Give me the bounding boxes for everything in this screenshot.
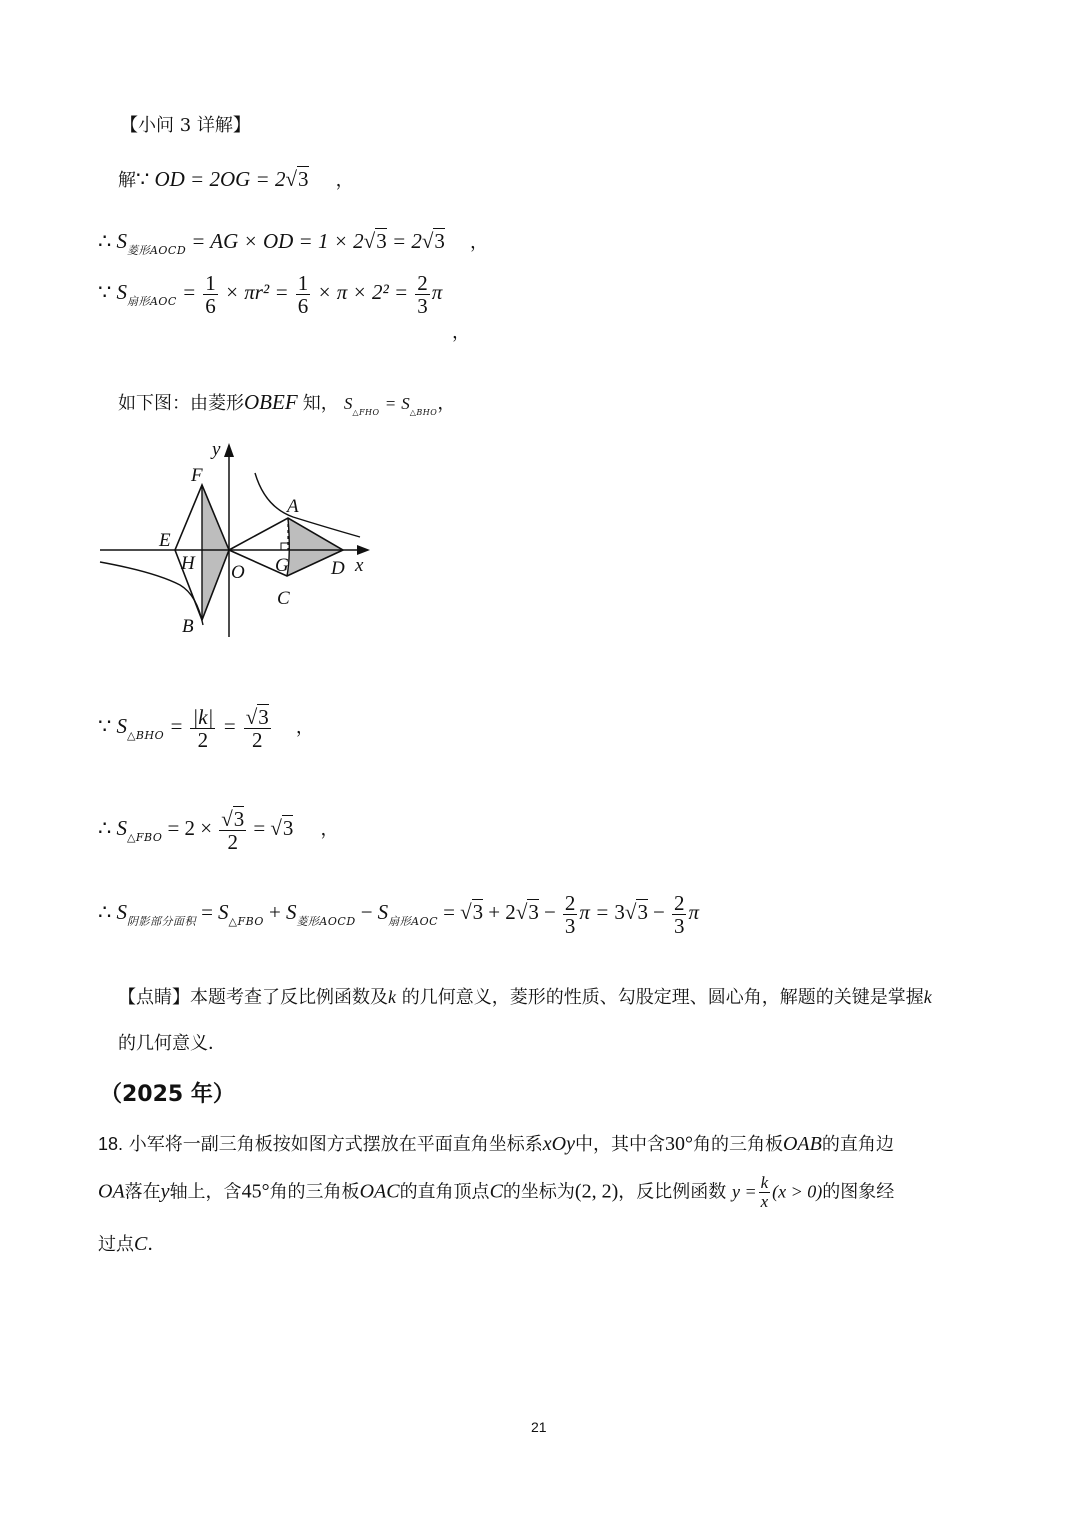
- label-c: C: [277, 588, 290, 609]
- fraction-2-3: $\frac{2}{3}$: [564, 891, 576, 938]
- comment-line-2: 的几何意义．: [118, 1033, 226, 1054]
- label-o: O: [231, 562, 245, 583]
- comma: ，: [295, 717, 314, 738]
- coordinate-c: (2, 2): [574, 1180, 619, 1203]
- sqrt-3: 3: [376, 229, 387, 253]
- solution-line-5: [98, 706, 314, 751]
- problem-text: 小军将一副三角板按如图方式摆放在平面直角坐标系: [128, 1134, 543, 1155]
- od-expression: OD = 2OG = 2: [154, 167, 286, 191]
- year-heading: （2025 年）: [100, 1082, 235, 1107]
- side-oa: OA: [98, 1180, 125, 1203]
- problem-text: 轴上，含: [169, 1181, 242, 1203]
- problem-text: 角的三角板: [692, 1134, 783, 1155]
- problem-text: 的直角顶点: [399, 1181, 490, 1203]
- problem-text: 的坐标为: [502, 1181, 575, 1203]
- area-symbol: S: [116, 714, 127, 738]
- because-symbol: ∵: [98, 280, 112, 304]
- area-subscript: △BHO: [409, 408, 438, 417]
- equals: =: [253, 816, 266, 840]
- solution-line-6: ∴ $S_{\triangle FBO} = 2$ × $\frac{√3}{2}$ = √3 ，: [98, 807, 339, 854]
- area-subscript: 阴影部分面积: [126, 915, 196, 928]
- plus: +: [269, 900, 281, 924]
- rhombus-area-expression: = AG × OD = 1 × 2: [191, 229, 364, 253]
- y-axis-arrow: [224, 443, 234, 457]
- comma: ，: [452, 322, 470, 343]
- sqrt-3: 3: [434, 229, 445, 253]
- sector-formula: × πr² =: [224, 280, 289, 304]
- comment-line-1: [118, 983, 932, 1009]
- y-variable: y: [160, 1180, 170, 1203]
- sqrt-3: 3: [528, 900, 539, 924]
- area-subscript: △FBO: [228, 915, 264, 928]
- area-subscript: 菱形AOCD: [126, 244, 187, 257]
- k-variable: k: [923, 987, 932, 1007]
- fraction-1-6: $\frac{1}{6}$: [297, 271, 309, 318]
- angle-45: 45°: [241, 1180, 270, 1203]
- triangle-oac: OAC: [359, 1180, 400, 1203]
- section-title: 【小问 3 详解】: [120, 115, 251, 136]
- sqrt-3: 3: [282, 816, 294, 840]
- area-symbol: S: [401, 394, 410, 413]
- problem-text: 的直角边: [821, 1134, 894, 1155]
- angle-30: 30°: [664, 1133, 693, 1155]
- point-c: C: [489, 1180, 503, 1203]
- pi-equals: π =: [579, 900, 610, 924]
- problem-number: 18.: [98, 1134, 124, 1154]
- label-y: y: [212, 439, 221, 460]
- geometry-figure: [95, 435, 385, 645]
- sqrt-3: 3: [472, 900, 484, 924]
- x-axis-arrow: [357, 545, 370, 555]
- area-subscript: 扇形AOC: [388, 915, 439, 928]
- k-variable: k: [388, 987, 396, 1007]
- intro-text: 如下图：由菱形: [118, 393, 244, 414]
- area-symbol: S: [116, 229, 127, 253]
- area-symbol: S: [285, 900, 297, 924]
- area-symbol: S: [218, 900, 229, 924]
- because-symbol: ∵: [136, 167, 150, 191]
- fraction-k-x: $\frac{k}{x}$: [760, 1173, 769, 1211]
- function-lhs: y =: [731, 1181, 757, 1202]
- area-symbol: S: [377, 900, 389, 924]
- comma: ，: [469, 232, 488, 253]
- area-subscript: △FBO: [126, 831, 163, 844]
- equals: =: [181, 280, 197, 304]
- problem-line-1: [98, 1130, 894, 1156]
- problem-text: 中，其中含: [574, 1134, 665, 1155]
- equals: =: [443, 900, 455, 924]
- fraction-2-3: $\frac{2}{3}$: [417, 271, 428, 318]
- right-angle-mark: [281, 543, 288, 550]
- comma: ，: [335, 170, 354, 191]
- area-subscript: 菱形AOCD: [296, 915, 356, 928]
- fraction-sqrt3-2: $\frac{√3}{2}$: [221, 807, 245, 854]
- fraction-sqrt3-2: $\frac{√3}{2}$: [245, 705, 269, 752]
- pi: π: [431, 280, 443, 304]
- label-x: x: [355, 555, 364, 576]
- problem-text: ，反比例函数: [618, 1181, 727, 1203]
- problem-text: ．: [147, 1234, 166, 1255]
- equals-two: = 2: [386, 229, 422, 253]
- area-symbol: S: [343, 394, 353, 413]
- solution-line-7: ∴ $S_{阴影部分面积} = S_{\triangle FBO} + S_{菱形AOCD} - S_{扇形AOC} = √3 + 2√3$ − $\frac{2}{3}$ π = 3√3 − $\frac{2}{3}$ π: [98, 891, 700, 938]
- sector-substitution: × π × 2² =: [317, 280, 409, 304]
- comment-text: 本题考查了反比例函数及: [190, 987, 388, 1008]
- problem-text: 的图象经: [822, 1181, 895, 1203]
- label-d: D: [331, 558, 345, 579]
- solution-line-1: 解∵ OD = 2OG = 2√3 ，: [118, 167, 354, 191]
- problem-text: 过点: [98, 1234, 134, 1255]
- pi: π: [688, 900, 700, 924]
- fraction-1-6: $\frac{1}{6}$: [205, 271, 216, 318]
- coordinate-system: xOy: [542, 1133, 575, 1155]
- because-symbol: ∵: [98, 714, 112, 738]
- problem-text: 角的三角板: [269, 1181, 360, 1203]
- fraction-2-3: $\frac{2}{3}$: [673, 891, 685, 938]
- rhombus-name: OBEF: [244, 390, 298, 414]
- comma: ，: [437, 393, 456, 414]
- solution-line-2: ∴ $S_{菱形AOCD}$ = AG × OD = 1 × 2√3 = 2√3 ，: [98, 229, 488, 257]
- coefficient-three: 3: [614, 900, 625, 924]
- function-domain: (x > 0): [772, 1181, 823, 1202]
- area-subscript: 扇形AOC: [126, 295, 177, 308]
- comment-label: 【点睛】: [118, 987, 190, 1008]
- area-symbol: S: [116, 900, 127, 924]
- area-subscript: △BHO: [126, 729, 165, 742]
- page-number: 21: [531, 1419, 547, 1435]
- problem-line-2: [98, 1174, 894, 1211]
- fraction-abs-k-2: $\frac{|k|}{2}$: [192, 705, 214, 752]
- double-expression: = 2 ×: [167, 816, 213, 840]
- problem-text: 落在: [124, 1181, 161, 1203]
- therefore-symbol: ∴: [98, 816, 112, 840]
- sqrt-3: 3: [298, 167, 309, 191]
- solution-line-4: [118, 389, 455, 415]
- area-symbol: S: [116, 280, 127, 304]
- triangle-oab: OAB: [782, 1133, 822, 1155]
- label-h: H: [181, 553, 195, 574]
- area-symbol: S: [116, 816, 127, 840]
- point-c: C: [134, 1233, 148, 1255]
- solution-prefix: 解: [118, 170, 136, 191]
- minus: −: [653, 900, 665, 924]
- comma: ，: [320, 819, 339, 840]
- minus: −: [543, 900, 556, 924]
- label-b: B: [182, 616, 194, 637]
- equals: =: [201, 900, 213, 924]
- label-g: G: [275, 555, 289, 576]
- sqrt-3: 3: [637, 900, 648, 924]
- therefore-symbol: ∴: [98, 900, 112, 924]
- label-a: A: [287, 496, 299, 517]
- equals: =: [222, 714, 237, 738]
- label-f: F: [191, 465, 203, 486]
- equals: =: [169, 714, 184, 738]
- label-e: E: [159, 530, 171, 551]
- know-text: 知，: [302, 393, 339, 414]
- equals: =: [384, 394, 397, 413]
- therefore-symbol: ∴: [98, 229, 112, 253]
- problem-line-3: [98, 1230, 165, 1256]
- shaded-triangle-fbo: [202, 485, 229, 620]
- plus-two: + 2: [488, 900, 516, 924]
- solution-line-3: [98, 272, 442, 317]
- comment-text: 的几何意义，菱形的性质、勾股定理、圆心角，解题的关键是掌握: [401, 987, 924, 1008]
- minus: −: [360, 900, 373, 924]
- area-subscript: △FHO: [352, 408, 380, 417]
